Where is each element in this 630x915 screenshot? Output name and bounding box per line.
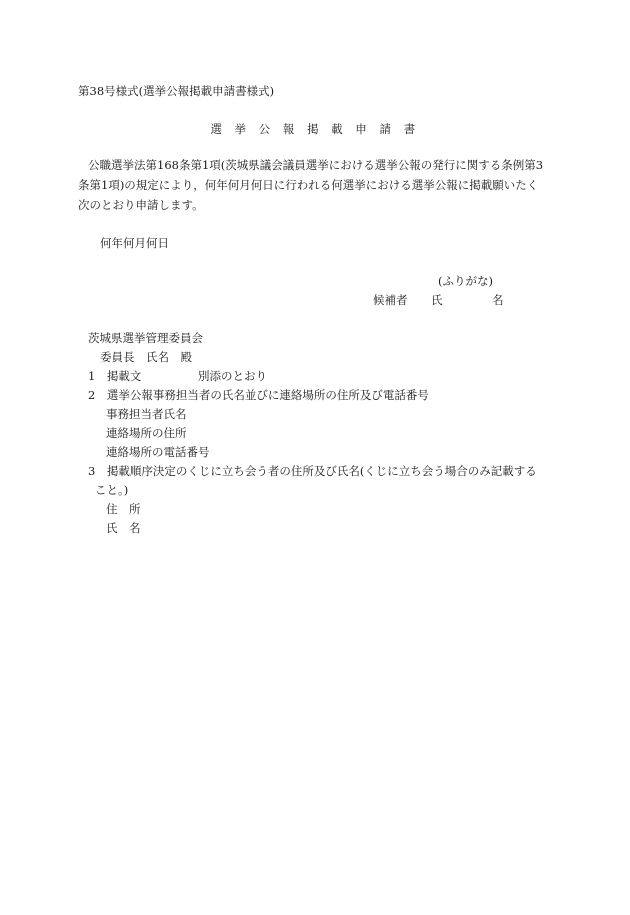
document-title: 選 挙 公 報 掲 載 申 請 書 — [210, 122, 420, 136]
candidate-name-mei: 名 — [492, 293, 504, 307]
body-text-line-1: 公職選挙法第168条第1項(茨城県議会議員選挙における選挙公報の発行に関する条例第3 — [88, 158, 544, 172]
candidate-label: 候補者 — [373, 293, 408, 307]
candidate-name-shi: 氏 — [431, 293, 443, 307]
item-2-sub-staff-name: 事務担当者氏名 — [106, 407, 187, 421]
item-2-label: 2 選挙公報事務担当者の氏名並びに連絡場所の住所及び電話番号 — [88, 388, 429, 402]
item-3-label: 3 掲載順序決定のくじに立ち会う者の住所及び氏名(くじに立ち会う場合のみ記載する — [88, 464, 537, 478]
addressee-chairman: 委員長 氏名 殿 — [100, 350, 192, 364]
item-3-sub-address: 住 所 — [106, 502, 141, 516]
item-3-sub-name: 氏 名 — [106, 521, 141, 535]
form-number: 第38号様式(選挙公報掲載申請書様式) — [78, 84, 275, 98]
item-3-label-continued: こと。) — [95, 483, 129, 497]
item-2-sub-contact-phone: 連絡場所の電話番号 — [106, 445, 210, 459]
item-1-label: 1 掲載文 — [88, 369, 142, 383]
item-2-sub-contact-address: 連絡場所の住所 — [106, 426, 187, 440]
candidate-furigana: (ふりがな) — [438, 274, 493, 288]
body-text-line-3: 次のとおり申請します。 — [78, 198, 204, 212]
body-text-line-2: 条第1項)の規定により，何年何月何日に行われる何選挙における選挙公報に掲載願いたく — [78, 178, 539, 192]
application-date: 何年何月何日 — [100, 236, 169, 250]
addressee-committee: 茨城県選挙管理委員会 — [88, 331, 203, 345]
item-1-value: 別添のとおり — [198, 369, 267, 383]
